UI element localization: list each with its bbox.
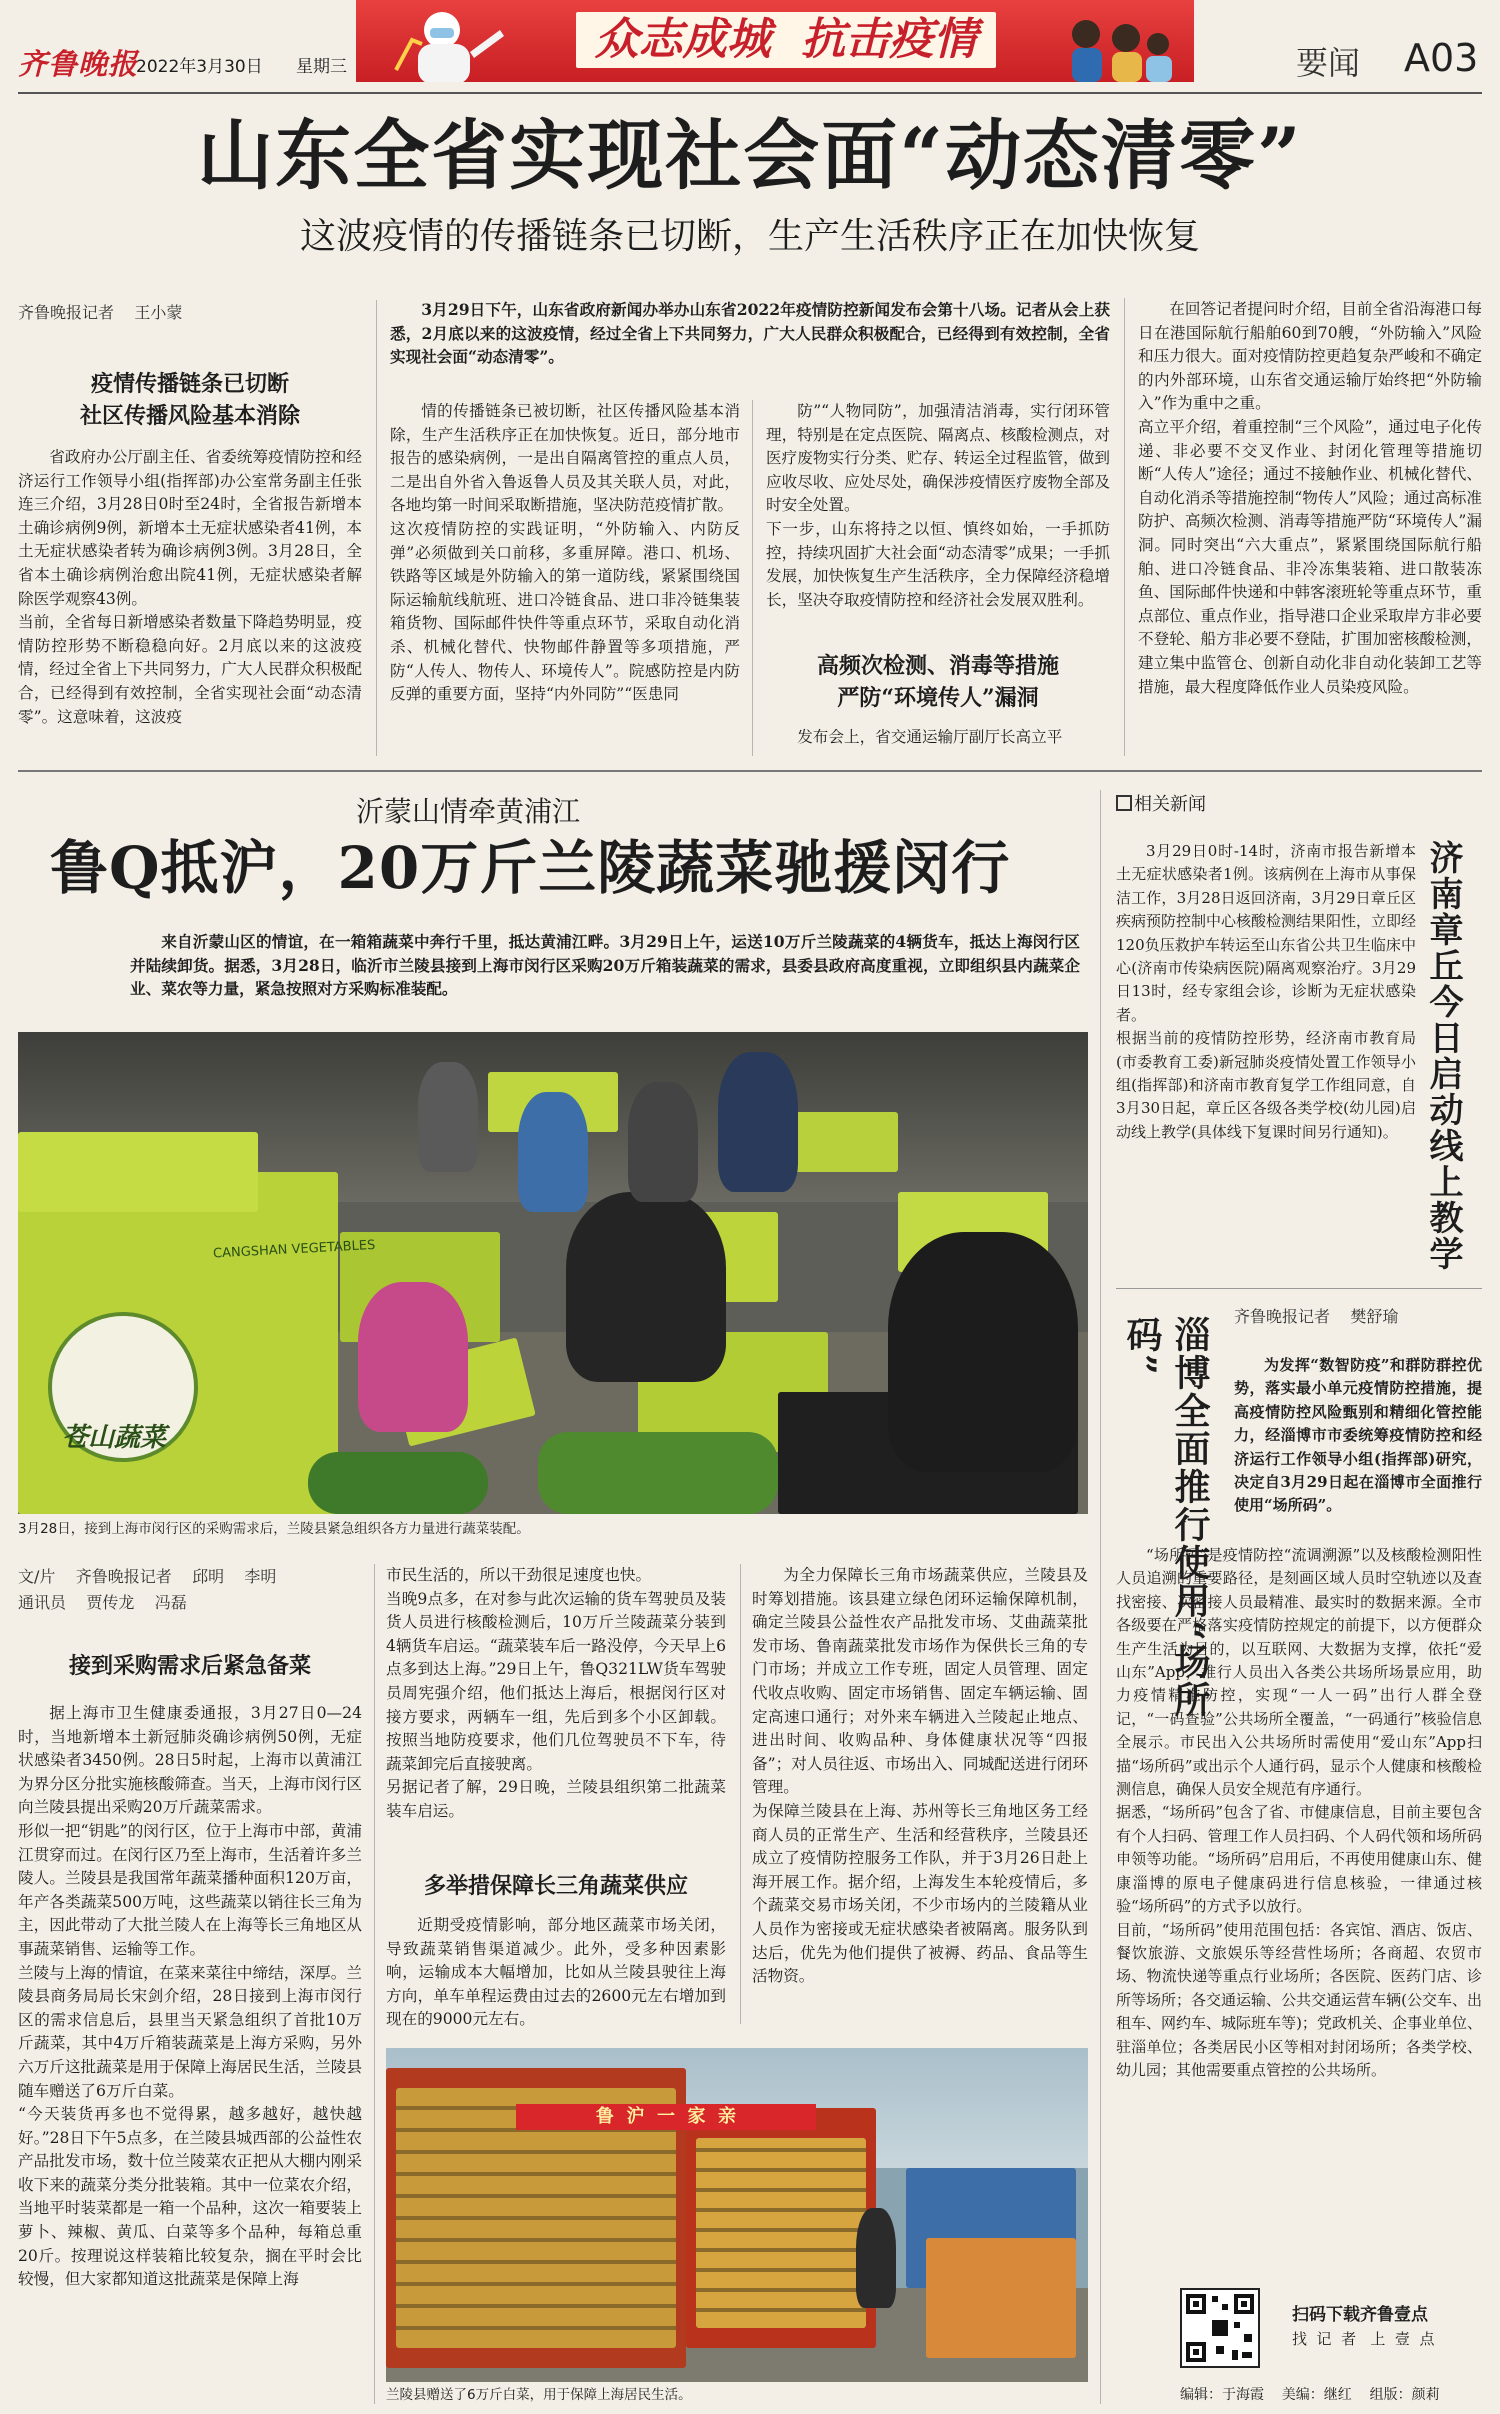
related-news-label [1116, 790, 1206, 816]
issue-date: 2022年3月30日 [136, 57, 263, 77]
related-news-title: 济南章丘今日启动线上教学 [1423, 840, 1463, 1272]
veg-byline-2: 通讯员 贾传龙 冯磊 [18, 1593, 187, 1612]
veg-headline: 鲁Q抵沪，20万斤兰陵蔬菜驰援闵行 [50, 834, 1011, 902]
veg-col1: 据上海市卫生健康委通报，3月27日0—24时，当地新增本土新冠肺炎确诊病例50例，无症状感染者3450例。28日5时起，上海市以黄浦江为界分区分批实施核酸筛查。当天，上海市闵行区向兰陵县提出采购20万斤蔬菜需求。 形似一把“钥匙”的闵行区，位于上海市中部，黄浦江贯穿而过。在闵行区乃至上海市，生活着许多兰陵人。兰陵县是我国常年蔬菜播种面积120万亩，年产各类蔬菜500万吨，这些蔬菜以销往长三角为主，因此带动了大批兰陵人在上海等长三角地区从事蔬菜销售、运输等工作。 兰陵与上海的情谊，在菜来菜往中缔结，深厚。兰陵县商务局局长宋剑介绍，28日接到上海市闵行区的需求信息后，县里当天紧急组织了首批10万斤蔬菜，其中4万斤箱装蔬菜是上海方采购，另外六万斤这批蔬菜是用于保障上海居民生活，兰陵县随车赠送了6万斤白菜。 “今天装货再多也不觉得累，越多越好，越快越好。”28日下午5点多，在兰陵县城西部的公益性农产品批发市场，数十位兰陵菜农正把从大棚内刚采收下来的蔬菜分类分批装箱。其中一位菜农介绍，当地平时装菜都是一箱一个品种，这次一箱要装上萝卜、辣椒、黄瓜、白菜等多个品种，每箱总重20斤。按理说这样装箱比较复杂，搁在平时会比较慢，但大家都知道这批蔬菜是保障上海 [18, 1704, 362, 2289]
zibo-title: 淄博全面推行使用“场所码” [1121, 1316, 1211, 1719]
family-illustration [1046, 0, 1186, 82]
zibo-text: “场所码”是疫情防控“流调溯源”以及核酸检测阳性人员追溯的重要路径，是刻画区域人员时空轨迹以及查找密接、次密接人员最精准、最实时的数据来源。全市各级要在严格落实疫情防控规定的前提下，以方便群众生产生活为目的，以互联网、大数据为支撑，依托“爱山东”App，推行人员出入各类公共场所场景应用，助力疫情精准防控，实现“一人一码”出行人群全登记，“一码查验”公共场所全覆盖，“一码通行”核验信息全展示。市民出入公共场所时需使用“爱山东”App扫描“场所码”或出示个人通行码，显示个人健康和核酸检测信息，确保人员安全规范有序通行。 据悉，“场所码”包含了省、市健康信息，目前主要包含有个人扫码、管理工作人员扫码、个人码代领和场所码申领等功能。“场所码”启用后，不再使用健康山东、健康淄博的原电子健康码进行信息核验，一律通过核验“场所码”的方式予以放行。 目前，“场所码”使用范围包括：各宾馆、酒店、饭店、餐饮旅游、文旅娱乐等经营性场所；各商超、农贸市场、物流快递等重点行业场所；各医院、医药门店、诊所等场所；各交通运输、公共交通运营车辆(公交车、出租车、网约车、城际班车等)；党政机关、企事业单位、驻淄单位；各类居民小区等相对封闭场所；各类学校、幼儿园；其他需要重点管控的公共场所。 [1116, 1546, 1482, 2079]
qr-code[interactable] [1180, 2288, 1260, 2368]
issue-weekday: 星期三 [296, 57, 347, 77]
lead-section-title-1 [18, 368, 362, 432]
lead-headline: 山东全省实现社会面“动态清零” [197, 111, 1303, 200]
masthead [0, 0, 1500, 92]
medical-worker-illustration [382, 0, 522, 82]
veg-section-title-1: 接到采购需求后紧急备菜 [68, 1653, 311, 1679]
lead-col3b: 发布会上，省交通运输厅副厅长高立平 [797, 728, 1063, 746]
photo1-caption: 3月28日，接到上海市闵行区的采购需求后，兰陵县紧急组织各方力量进行蔬菜装配。 [18, 1521, 530, 1537]
veg-col2b: 近期受疫情影响，部分地区蔬菜市场关闭，导致蔬菜销售渠道减少。此外，受多种因素影响，运输成本大幅增加，比如从兰陵县驶往上海方向，单车单程运费由过去的2600元左右增加到现在的9000元左右。 [386, 1916, 726, 2029]
related-news-text: 3月29日0时-14时，济南市报告新增本土无症状感染者1例。该病例在上海市从事保洁工作，3月28日返回济南，3月29日章丘区疾病预防控制中心核酸检测结果阳性，立即经120负压救护车转运至山东省公共卫生临床中心(济南市传染病医院)隔离观察治疗。3月29日13时，经专家组会诊，诊断为无症状感染者。 根据当前的疫情防控形势，经济南市教育局(市委教育工委)新冠肺炎疫情处置工作领导小组(指挥部)和济南市教育复学工作组同意，自3月30日起，章丘区各级各类学校(幼儿园)启动线上教学(具体线下复课时间另行通知)。 [1116, 842, 1416, 1141]
lead-subheadline: 这波疫情的传播链条已切断，生产生活秩序正在加快恢复 [299, 216, 1200, 257]
newspaper-logo: 齐鲁晚报 [18, 47, 139, 81]
zibo-byline: 齐鲁晚报记者 樊舒瑜 [1234, 1307, 1399, 1326]
veg-col3: 为全力保障长三角市场蔬菜供应，兰陵县及时筹划措施。该县建立绿色闭环运输保障机制，确定兰陵县公益性农产品批发市场、艾曲蔬菜批发市场、鲁南蔬菜批发市场作为保供长三角的专门市场；并成立工作专班，固定人员管理、固定代收点收购、固定市场销售、固定车辆运输、固定高速口通行；对外来车辆进入兰陵起止地点、进出时间、收购品种、身体健康状况等“四报备”；对人员往返、市场出入、同城配送进行闭环管理。 为保障兰陵县在上海、苏州等长三角地区务工经商人员的正常生产、生活和经营秩序，兰陵县还成立了疫情防控服务工作队，并于3月26日赴上海开展工作。据介绍，上海发生本轮疫情后，多个蔬菜交易市场关闭，不少市场内的兰陵籍从业人员作为密接或无症状感染者被隔离。服务队到达后，优先为他们提供了被褥、药品、食品等生活物资。 [752, 1566, 1088, 1986]
veg-kicker: 沂蒙山情牵黄浦江 [356, 795, 581, 828]
lead-intro: 3月29日下午，山东省政府新闻办举办山东省2022年疫情防控新闻发布会第十八场。记者从会上获悉，2月底以来的这波疫情，经过全省上下共同努力，广大人民群众积极配合，已经得到有效控制，全省实现社会面“动态清零”。 [390, 300, 1110, 367]
section-title-line: 高频次检测、消毒等措施 [816, 653, 1059, 679]
lead-section-title-2 [766, 650, 1110, 714]
lead-col4: 在回答记者提问时介绍，目前全省沿海港口每日在港国际航行船舶60到70艘，“外防输入”风险和压力很大。面对疫情防控更趋复杂严峻和不确定的内外部环境，山东省交通运输厅始终把“外防输入”作为重中之重。 高立平介绍，着重控制“三个风险”，通过电子化传递、非必要不交叉作业、封闭化管理等措施切断“人传人”途径；通过不接触作业、机械化替代、自动化消杀等措施控制“物传人”风险；通过高标准防护、高频次检测、消毒等措施严防“环境传人”漏洞。同时突出“六大重点”，紧紧围绕国际航行船舶、进口冷链食品、非冷冻集装箱、进口散装冻鱼、国际邮件快递和中韩客滚班轮等重点环节，重点部位、重点作业，指导港口企业采取岸方非必要不登轮、船方非必要不登陆，扩围加密核酸检测，建立集中监管仓、创新自动化非自动化装卸工艺等措施，最大程度降低作业人员染疫风险。 [1138, 300, 1482, 696]
veg-section-title-2: 多举措保障长三角蔬菜供应 [423, 1873, 688, 1899]
section-title-line: 疫情传播链条已切断 [90, 371, 289, 397]
news-box-icon [1116, 795, 1132, 811]
veg-intro: 来自沂蒙山区的情谊，在一箱箱蔬菜中奔行千里，抵达黄浦江畔。3月29日上午，运送10万斤兰陵蔬菜的4辆货车，抵达上海闵行区并陆续卸货。据悉，3月28日，临沂市兰陵县接到上海市闵行区采购20万斤箱装蔬菜的需求，县委县政府高度重视，立即组织县内蔬菜企业、菜农等力量，紧急按照对方采购标准装配。 [130, 932, 1080, 999]
page-number: A03 [1404, 36, 1479, 80]
section-title-line: 严防“环境传人”漏洞 [837, 685, 1039, 711]
editor-credits: 编辑：于海霞 美编：继红 组版：颜莉 [1180, 2387, 1440, 2403]
zibo-lead: 为发挥“数智防疫”和群防群控优势，落实最小单元疫情防控措施，提高疫情防控风险甄别和精细化管控能力，经淄博市市委统筹疫情防控和经济运行工作领导小组(指挥部)研究，决定自3月29日起在淄博市全面推行使用“场所码”。 [1234, 1356, 1482, 1515]
campaign-banner [356, 0, 1194, 82]
qr-code-pattern-icon [1182, 2290, 1258, 2366]
veg-byline-1: 文/片 齐鲁晚报记者 邱明 李明 [18, 1567, 277, 1586]
banner-slogan: 众志成城 抗击疫情 [576, 12, 996, 68]
photo2-caption: 兰陵县赠送了6万斤白菜，用于保障上海居民生活。 [386, 2387, 692, 2403]
veg-col2a: 市民生活的，所以干劲很足速度也快。 当晚9点多，在对参与此次运输的货车驾驶员及装货人员进行核酸检测后，10万斤兰陵蔬菜分装到4辆货车启运。“蔬菜装车后一路没停，今天早上6点多到达上海。”29日上午，鲁Q321LW货车驾驶员周宪强介绍，他们抵达上海后，根据闵行区对接方要求，两辆车一组，先后到多个小区卸载。按照当地防疫要求，他们几位驾驶员不下车，待蔬菜卸完后直接驶离。 另据记者了解，29日晚，兰陵县组织第二批蔬菜装车启运。 [386, 1566, 726, 1820]
lead-col1: 省政府办公厅副主任、省委统筹疫情防控和经济运行工作领导小组(指挥部)办公室常务副主任张连三介绍，3月28日0时至24时，全省报告新增本土确诊病例9例，新增本土无症状感染者41例，本土无症状感染者转为确诊病例3例。3月28日，全省本土确诊病例治愈出院41例，无症状感染者解除医学观察43例。 当前，全省每日新增感染者数量下降趋势明显，疫情防控形势不断稳稳向好。2月底以来的这波疫情，经过全省上下共同努力，广大人民群众积极配合，已经得到有效控制，全省实现社会面“动态清零”。这意味着，这波疫 [18, 448, 362, 726]
section-name: 要闻 [1296, 44, 1361, 82]
qr-text-1: 扫码下载齐鲁壹点 [1292, 2305, 1428, 2325]
section-title-line: 社区传播风险基本消除 [79, 403, 300, 429]
photo-vegetable-packing [18, 1032, 1088, 1514]
box-brand-text: CANGSHAN VEGETABLES [212, 1237, 376, 1262]
box-label-text: 苍山蔬菜 [62, 1423, 167, 1453]
truck-banner: 鲁 沪 一 家 亲 [516, 2104, 816, 2130]
lead-col3a: 防”“人物同防”，加强清洁消毒，实行闭环管理，特别是在定点医院、隔离点、核酸检测点，对医疗废物实行分类、贮存、转运全过程监管，做到应收尽收、应处尽处，确保涉疫情医疗废物全部及时安全处置。 下一步，山东将持之以恒、慎终如始，一手抓防控，持续巩固扩大社会面“动态清零”成果；一手抓发展，加快恢复生产生活秩序，全力保障经济稳增长，坚决夺取疫情防控和经济社会发展双胜利。 [766, 402, 1110, 609]
photo-cabbage-trucks [386, 2048, 1088, 2382]
lead-col2: 情的传播链条已被切断，社区传播风险基本消除，生产生活秩序正在加快恢复。近日，部分地市报告的感染病例，一是出自隔离管控的重点人员，二是出自外省入鲁返鲁人员及其关联人员，对此，各地均第一时间采取断措施，坚决防范疫情扩散。 这次疫情防控的实践证明，“外防输入、内防反弹”必须做到关口前移，多重屏障。港口、机场、铁路等区域是外防输入的第一道防线，紧紧围绕国际运输航线航班、进口冷链食品、进口非冷链集装箱货物、国际邮件快件等重点环节，采取自动化消杀、机械化替代、快物邮件静置等多项措施，严防“人传人、物传人、环境传人”。院感防控是内防反弹的重要方面，坚持“内外同防”“医患同 [390, 402, 740, 704]
lead-byline: 齐鲁晚报记者 王小蒙 [18, 303, 183, 322]
qr-text-2: 找 记 者 上 壹 点 [1292, 2330, 1435, 2348]
related-news-label-text: 相关新闻 [1134, 794, 1206, 815]
